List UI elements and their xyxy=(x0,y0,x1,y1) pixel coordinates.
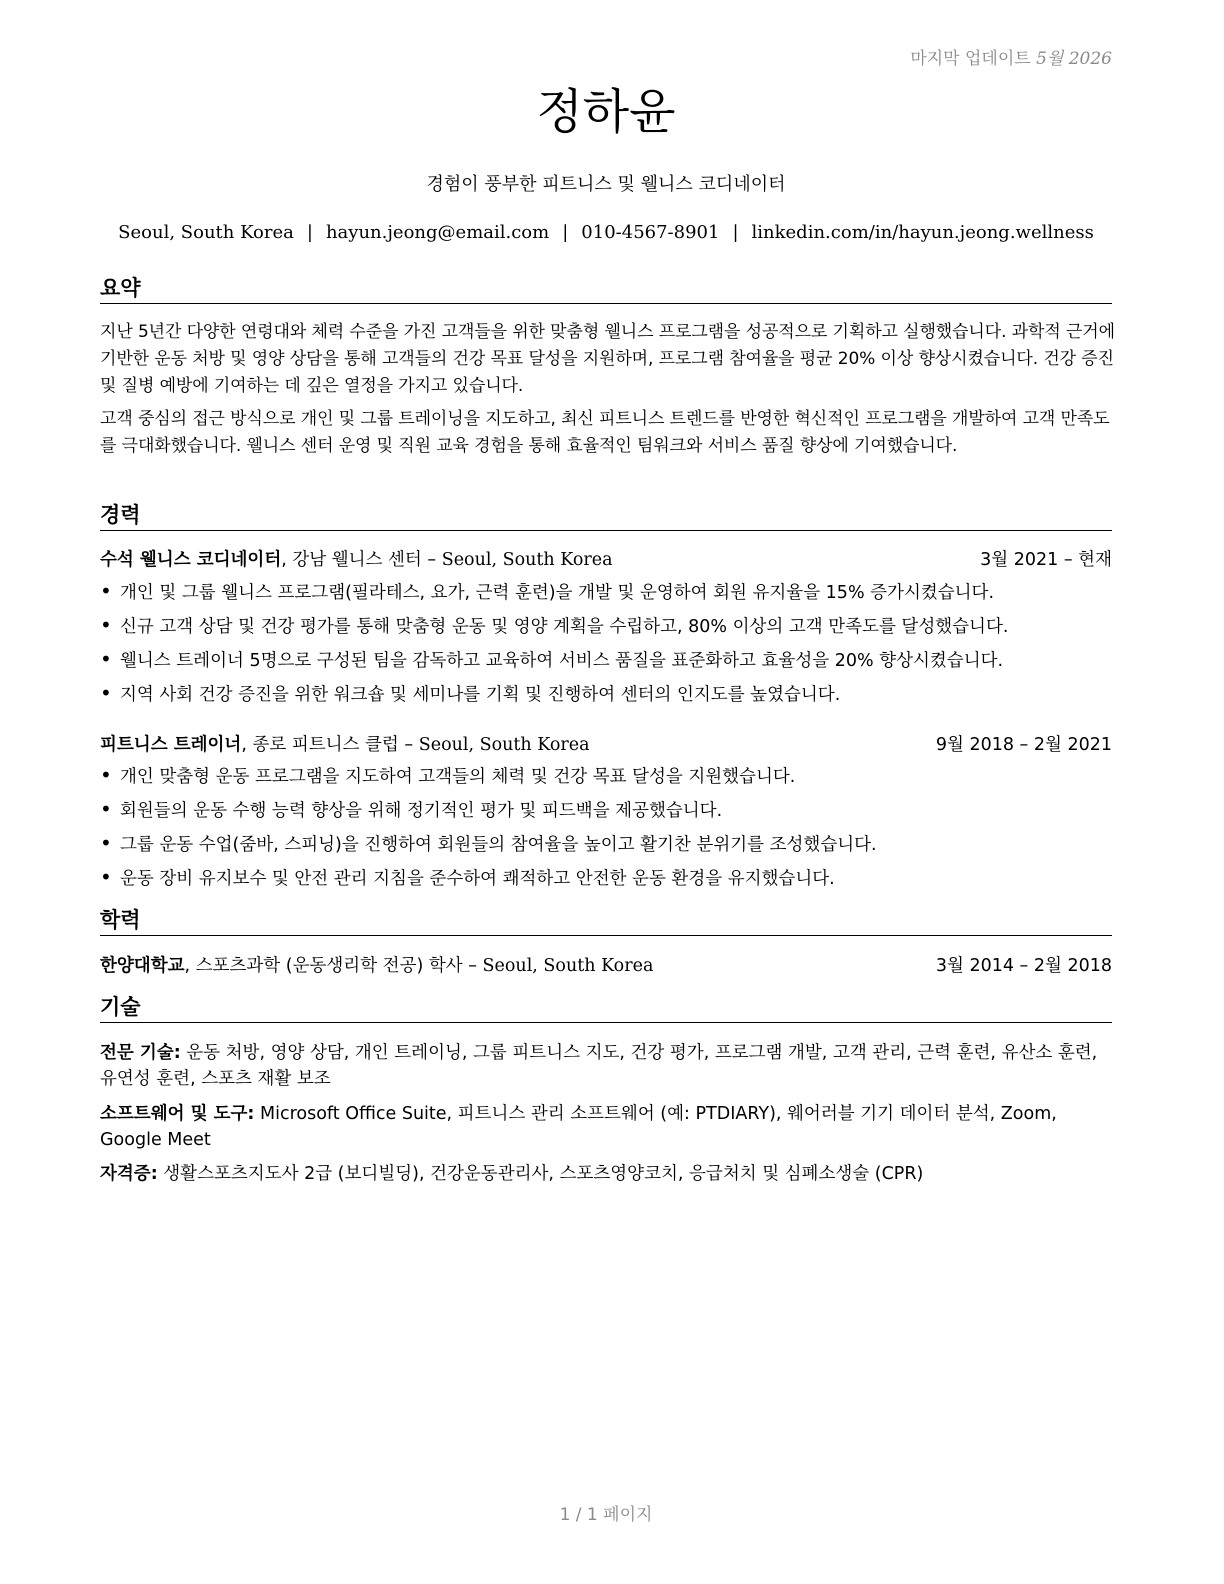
contact-linkedin[interactable]: linkedin.com/in/hayun.jeong.wellness xyxy=(751,222,1094,243)
contact-line xyxy=(80,222,1132,243)
candidate-tagline: 경험이 풍부한 피트니스 및 웰니스 코디네이터 xyxy=(426,174,786,195)
job-org: , 종로 피트니스 클럽 – xyxy=(241,735,419,755)
contact-separator: | xyxy=(306,222,313,243)
skill-label: 전문 기술: xyxy=(100,1043,181,1063)
list-item: • 지역 사회 건강 증진을 위한 워크숍 및 세미나를 기획 및 진행하여 센터의 인지도를 높였습니다. xyxy=(100,682,1112,716)
contact-email[interactable]: hayun.jeong@email.com xyxy=(325,222,550,243)
contact-phone: 010-4567-8901 xyxy=(581,222,720,243)
contact-location: Seoul, South Korea xyxy=(118,222,294,243)
job-dates: 9월 2018 – 2월 2021 xyxy=(935,735,1112,755)
section-title-skills: 기술 xyxy=(100,995,1112,1023)
summary-paragraph-1: 지난 5년간 다양한 연령대와 체력 수준을 가진 고객들을 위한 맞춤형 웰니스 프로그램을 성공적으로 기획하고 실행했습니다. 과학적 근거에 기반한 운동 처방 및 영양 상담을 통해 고객들의 건강 목표 달성을 지원하며, 프로그램 참여율을 평균 20% 이상 향상시켰습니다. 건강 증진 및 질병 예방에 기여하는 데 깊은 열정을 가지고 있습니다. xyxy=(100,322,1115,396)
education-entry xyxy=(100,955,1112,977)
last-updated xyxy=(910,44,1112,69)
education-line xyxy=(100,955,653,977)
skill-value: Microsoft Office Suite, 피트니스 관리 소프트웨어 (예: PTDIARY), 웨어러블 기기 데이터 분석, Zoom, Google Meet xyxy=(100,1104,1057,1150)
last-updated-label: 마지막 업데이트 xyxy=(910,49,1031,69)
last-updated-date: 5월 2026 xyxy=(1036,49,1112,69)
job-header xyxy=(100,734,1112,756)
job-location: Seoul, South Korea xyxy=(441,550,613,570)
education-school: 한양대학교 xyxy=(100,956,185,976)
job-header xyxy=(100,549,1112,571)
skill-row xyxy=(100,1040,1118,1092)
contact-separator: | xyxy=(732,222,739,243)
job-bullets xyxy=(100,764,1112,900)
skill-value: 운동 처방, 영양 상담, 개인 트레이닝, 그룹 피트니스 지도, 건강 평가, 프로그램 개발, 고객 관리, 근력 훈련, 유산소 훈련, 유연성 훈련, 스포츠 재활 보조 xyxy=(100,1043,1098,1089)
list-item: • 신규 고객 상담 및 건강 평가를 통해 맞춤형 운동 및 영양 계획을 수립하고, 80% 이상의 고객 만족도를 달성했습니다. xyxy=(100,614,1112,648)
skill-label: 자격증: xyxy=(100,1164,158,1184)
job-location: Seoul, South Korea xyxy=(418,735,590,755)
job-title-line xyxy=(100,734,590,756)
job-dates: 3월 2021 – 현재 xyxy=(980,550,1112,570)
education-dates: 3월 2014 – 2월 2018 xyxy=(935,956,1112,976)
list-item: • 운동 장비 유지보수 및 안전 관리 지침을 준수하여 쾌적하고 안전한 운동 환경을 유지했습니다. xyxy=(100,866,1112,900)
section-title-experience: 경력 xyxy=(100,503,1112,531)
education-location: Seoul, South Korea xyxy=(482,956,654,976)
summary-paragraph-2: 고객 중심의 접근 방식으로 개인 및 그룹 트레이닝을 지도하고, 최신 피트니스 트렌드를 반영한 혁신적인 프로그램을 개발하여 고객 만족도를 극대화했습니다. 웰니스 센터 운영 및 직원 교육 경험을 통해 효율적인 팀워크와 서비스 품질 향상에 기여했습니다. xyxy=(100,409,1110,456)
skill-value: 생활스포츠지도사 2급 (보디빌딩), 건강운동관리사, 스포츠영양코치, 응급처치 및 심폐소생술 (CPR) xyxy=(157,1164,924,1184)
skill-row xyxy=(100,1101,1118,1153)
job-role: 수석 웰니스 코디네이터 xyxy=(100,550,282,570)
list-item: • 웰니스 트레이너 5명으로 구성된 팀을 감독하고 교육하여 서비스 품질을 표준화하고 효율성을 20% 향상시켰습니다. xyxy=(100,648,1112,682)
job-bullets xyxy=(100,580,1112,716)
skill-row xyxy=(100,1161,1118,1187)
skill-label: 소프트웨어 및 도구: xyxy=(100,1104,255,1124)
resume-page xyxy=(100,0,1115,1584)
section-title-education: 학력 xyxy=(100,908,1112,936)
page-number: 1 / 1 페이지 xyxy=(559,1505,653,1525)
contact-separator: | xyxy=(562,222,569,243)
job-title-line xyxy=(100,549,613,571)
list-item: • 회원들의 운동 수행 능력 향상을 위해 정기적인 평가 및 피드백을 제공했습니다. xyxy=(100,798,1112,832)
job-role: 피트니스 트레이너 xyxy=(100,735,242,755)
section-title-summary: 요약 xyxy=(100,276,1112,304)
candidate-name: 정하윤 xyxy=(536,84,676,140)
list-item: • 개인 및 그룹 웰니스 프로그램(필라테스, 요가, 근력 훈련)을 개발 및 운영하여 회원 유지율을 15% 증가시켰습니다. xyxy=(100,580,1112,614)
job-org: , 강남 웰니스 센터 – xyxy=(281,550,442,570)
education-degree: , 스포츠과학 (운동생리학 전공) 학사 – xyxy=(184,956,483,976)
list-item: • 개인 맞춤형 운동 프로그램을 지도하여 고객들의 체력 및 건강 목표 달성을 지원했습니다. xyxy=(100,764,1112,798)
list-item: • 그룹 운동 수업(줌바, 스피닝)을 진행하여 회원들의 참여율을 높이고 활기찬 분위기를 조성했습니다. xyxy=(100,832,1112,866)
